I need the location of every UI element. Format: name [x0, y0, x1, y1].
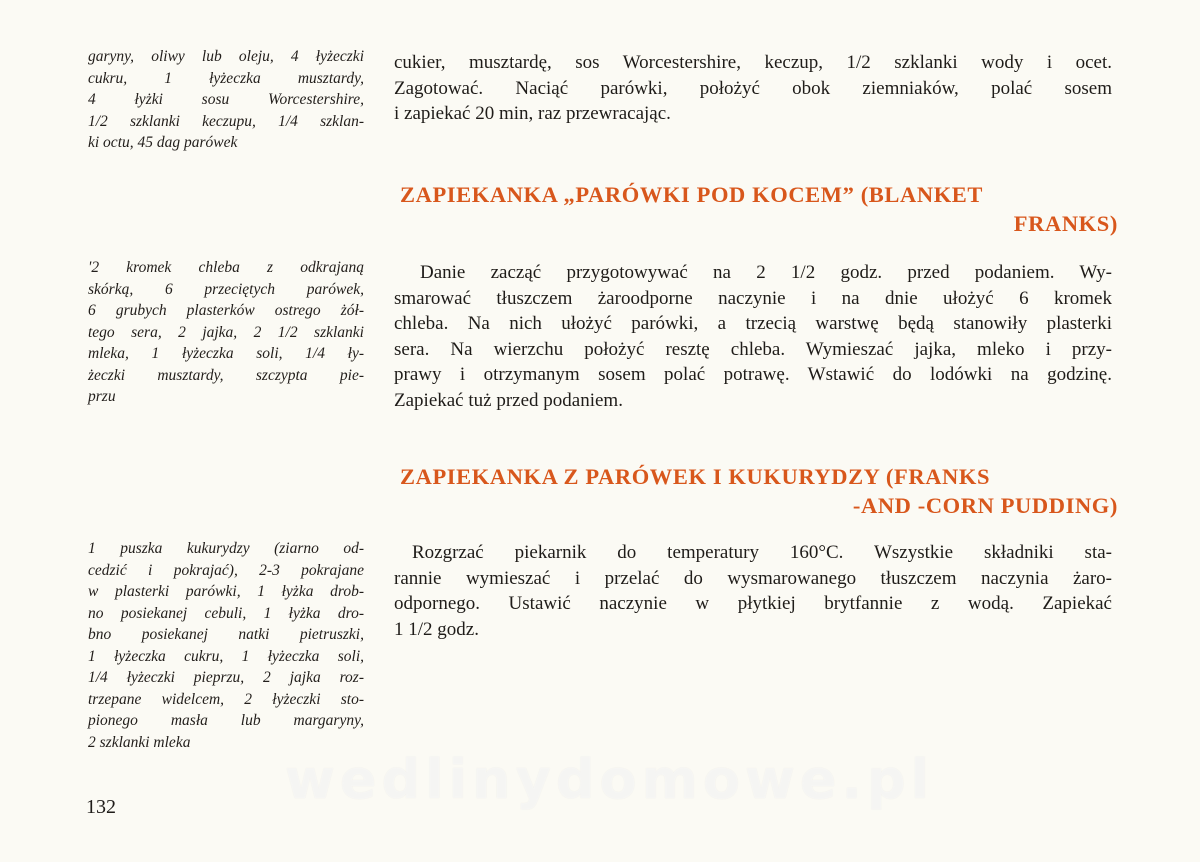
ingredients-line: 2 szklanki mleka	[88, 733, 191, 751]
ingredients-line: 1/2 szklanki keczupu, 1/4 szklan-	[88, 112, 364, 130]
title-line: FRANKS)	[1013, 211, 1118, 236]
recipe-text-corn-pudding	[394, 540, 1112, 642]
ingredients-line: trzepane widelcem, 2 łyżeczki sto-	[88, 690, 364, 708]
ingredients-line: 4 łyżki sosu Worcestershire,	[88, 91, 364, 108]
paragraph-line: Zapiekać tuż przed podaniem.	[394, 389, 623, 411]
ingredients-line: no posiekanej cebuli, 1 łyżka dro-	[88, 604, 364, 622]
ingredients-line: w plasterki parówki, 1 łyżka drob-	[88, 583, 364, 600]
recipe-title-blanket-franks	[400, 180, 1118, 238]
ingredients-line: cukru, 1 łyżeczka musztardy,	[88, 69, 364, 87]
ingredients-note-blanket-franks	[88, 257, 364, 408]
ingredients-line: cedzić i pokrajać), 2-3 pokrajane	[88, 561, 364, 579]
paragraph-line: sera. Na wierzchu położyć resztę chleba. Wymieszać jajka, mleko i przy-	[394, 338, 1112, 360]
ingredients-line: 6 grubych plasterków ostrego żół-	[88, 302, 364, 319]
title-line: ZAPIEKANKA Z PARÓWEK I KUKURYDZY (FRANKS	[400, 464, 991, 489]
paragraph-line: 1 1/2 godz.	[394, 618, 479, 640]
ingredients-line: mleka, 1 łyżeczka soli, 1/4 ły-	[88, 345, 364, 362]
ingredients-line: 1/4 łyżeczki pieprzu, 2 jajka roz-	[88, 669, 364, 686]
intro-paragraph	[394, 50, 1112, 127]
watermark: wedlinydomowe.pl	[285, 748, 935, 811]
paragraph-line: i zapiekać 20 min, raz przewracając.	[394, 103, 671, 124]
paragraph-line: Rozgrzać piekarnik do temperatury 160°C. Wszystkie składniki sta-	[412, 542, 1112, 563]
ingredients-note-corn-pudding	[88, 538, 364, 753]
paragraph-line: smarować tłuszczem żaroodporne naczynie i na dnie ułożyć 6 kromek	[394, 287, 1112, 309]
ingredients-line: '2 kromek chleba z odkrajaną	[88, 259, 364, 276]
recipe-text-blanket-franks	[394, 260, 1112, 413]
title-line: -AND -CORN PUDDING)	[852, 493, 1118, 518]
ingredients-line: przu	[88, 388, 116, 405]
recipe-title-corn-pudding	[400, 462, 1118, 520]
ingredients-note-intro	[88, 46, 364, 154]
page-number: 132	[86, 796, 116, 818]
ingredients-line: ki octu, 45 dag parówek	[88, 134, 238, 151]
paragraph-line: odpornego. Ustawić naczynie w płytkiej brytfannie z wodą. Zapiekać	[394, 593, 1112, 614]
ingredients-line: bno posiekanej natki pietruszki,	[88, 626, 364, 643]
paragraph-line: Zagotować. Naciąć parówki, położyć obok ziemniaków, polać sosem	[394, 77, 1112, 99]
title-line: ZAPIEKANKA „PARÓWKI POD KOCEM” (BLANKET	[400, 182, 984, 207]
paragraph-line: cukier, musztardę, sos Worcestershire, keczup, 1/2 szklanki wody i ocet.	[394, 52, 1112, 73]
paragraph-line: rannie wymieszać i przelać do wysmarowanego tłuszczem naczynia żaro-	[394, 567, 1112, 589]
paragraph-line: chleba. Na nich ułożyć parówki, a trzecią warstwę będą stanowiły plasterki	[394, 313, 1112, 334]
paragraph-line: prawy i otrzymanym sosem polać potrawę. Wstawić do lodówki na godzinę.	[394, 364, 1112, 385]
paragraph-line: Danie zacząć przygotowywać na 2 1/2 godz. przed podaniem. Wy-	[420, 262, 1112, 283]
ingredients-line: tego sera, 2 jajka, 2 1/2 szklanki	[88, 323, 364, 341]
ingredients-line: żeczki musztardy, szczypta pie-	[88, 366, 364, 384]
ingredients-line: skórką, 6 przeciętych parówek,	[88, 280, 364, 298]
ingredients-line: garyny, oliwy lub oleju, 4 łyżeczki	[88, 48, 364, 65]
ingredients-line: 1 puszka kukurydzy (ziarno od-	[88, 540, 364, 557]
ingredients-line: 1 łyżeczka cukru, 1 łyżeczka soli,	[88, 647, 364, 665]
ingredients-line: pionego masła lub margaryny,	[88, 712, 364, 729]
